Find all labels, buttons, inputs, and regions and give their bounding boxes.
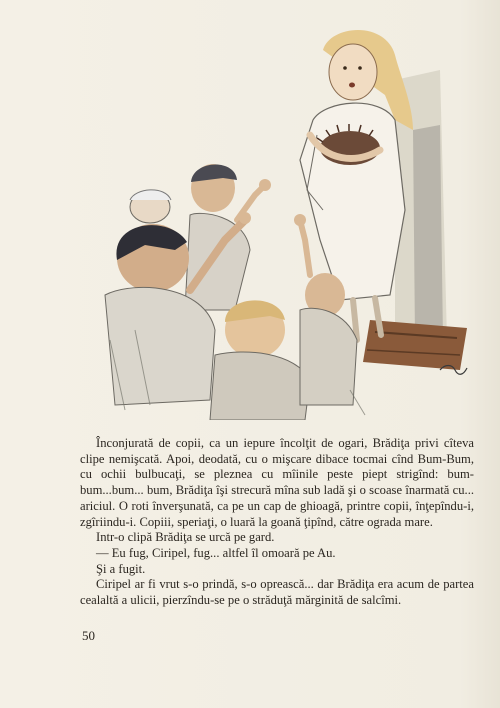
- page-number: 50: [82, 628, 95, 643]
- story-text: [80, 436, 474, 609]
- paragraph-1: Înconjurată de copii, ca un iepure încolţit de ogari, Brădiţa privi cîteva clipe nemişcată. Apoi, deodată, cu o mişcare dibace tocmai cînd Bum-Bum, cu ochii bulbucaţi, se pleznea cu mîinile peste piept strigînd: bum-bum...bum... bum, Brădiţa îşi strecură mîna sub ladă şi o scoase înarmată cu... ariciul. O roti înverşunată, ca pe un cap de ghioagă, printre copii, înţepîndu-i, zgîriindu-i. Copiii, speriaţi, o luară la goană ţipînd, către ograda mare.: [80, 436, 474, 529]
- paragraph-5: Ciripel ar fi vrut s-o prindă, s-o oprească... dar Brădiţa era acum de partea cealaltă a ulicii, pierzîndu-se pe o străduţă mărginită de salcîmi.: [80, 577, 474, 608]
- paragraph-4: Şi a fugit.: [96, 561, 146, 576]
- paragraph-2: Intr-o clipă Brădiţa se urcă pe gard.: [96, 530, 275, 545]
- story-illustration: [95, 10, 480, 420]
- paragraph-3: — Eu fug, Ciripel, fug... altfel îl omoară pe Au.: [96, 545, 336, 560]
